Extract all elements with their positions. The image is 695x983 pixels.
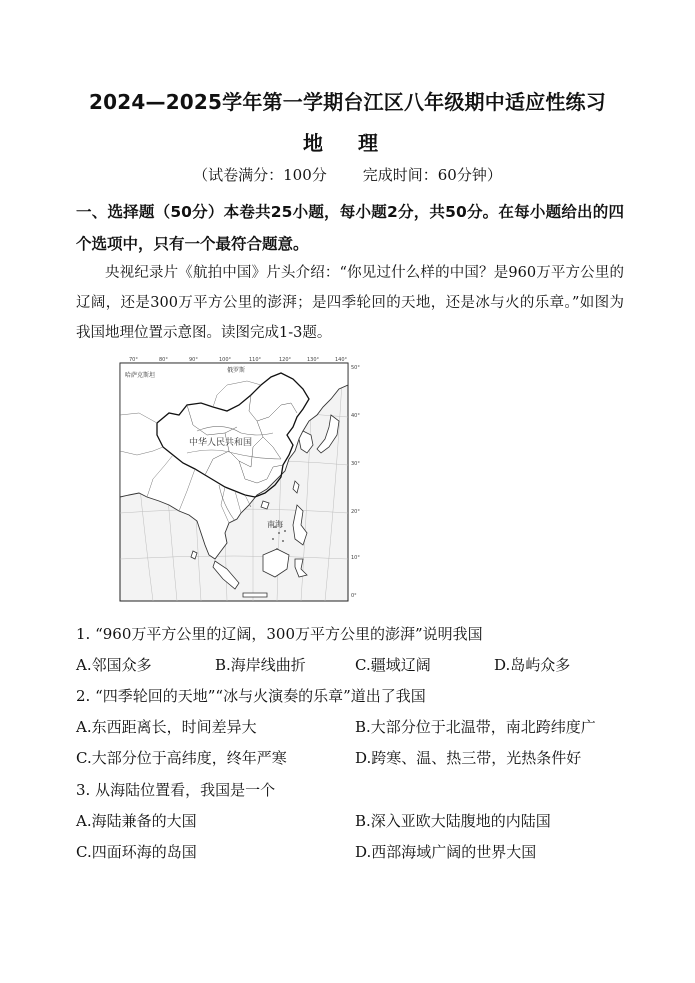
map-lon-tick: 120° <box>279 357 292 363</box>
map-label-south-sea: 南海 <box>267 520 283 529</box>
map-lat-tick: 20° <box>351 509 360 515</box>
q1-option-a: A.邻国众多 <box>76 656 152 674</box>
map-label-russia: 俄罗斯 <box>227 367 246 374</box>
q2-option-c: C.大部分位于高纬度，终年严寒 <box>76 749 287 767</box>
map-lon-tick: 140° <box>335 357 348 363</box>
q2-option-b: B.大部分位于北温带，南北跨纬度广 <box>355 718 596 736</box>
map-label-kazakhstan: 哈萨克斯坦 <box>125 372 156 379</box>
map-lat-tick: 10° <box>351 555 360 561</box>
map-lat-tick: 40° <box>351 413 360 419</box>
q3-option-c: C.四面环海的岛国 <box>76 843 197 861</box>
hainan-island <box>261 501 269 509</box>
section-heading: 一、选择题（50分）本卷共25小题，每小题2分，共50分。在每小题给出的四个选项中，只有一个最符合题意。 <box>76 203 624 253</box>
map-lat-tick: 30° <box>351 461 360 467</box>
map-lon-tick: 90° <box>189 357 198 363</box>
q1-option-d: D.岛屿众多 <box>494 656 571 674</box>
exam-title: 2024—2025学年第一学期台江区八年级期中适应性练习 <box>89 90 606 114</box>
time-limit: 完成时间：60分钟） <box>362 166 502 184</box>
q2-option-a: A.东西距离长，时间差异大 <box>76 718 257 736</box>
map-lon-tick: 110° <box>249 357 262 363</box>
q3-option-a: A.海陆兼备的大国 <box>76 812 197 830</box>
map-lon-tick: 80° <box>159 357 168 363</box>
map-lat-tick: 50° <box>351 365 360 371</box>
q1-option-b: B.海岸线曲折 <box>215 656 306 674</box>
map-lon-tick: 100° <box>219 357 232 363</box>
q3-option-d: D.西部海域广阔的世界大国 <box>355 843 537 861</box>
exam-meta <box>0 164 695 185</box>
map-label-china: 中华人民共和国 <box>189 438 253 448</box>
question-1-stem: 1. “960万平方公里的辽阔，300万平方公里的澎湃”说明我国 <box>76 625 483 643</box>
question-2-stem: 2. “四季轮回的天地”“冰与火演奏的乐章”道出了我国 <box>76 687 426 705</box>
subject-title: 地 理 <box>303 131 392 155</box>
map-lon-tick: 130° <box>307 357 320 363</box>
q2-option-d: D.跨寒、温、热三带，光热条件好 <box>355 749 582 767</box>
q3-option-b: B.深入亚欧大陆腹地的内陆国 <box>355 812 551 830</box>
full-score: （试卷满分：100分 <box>193 166 327 184</box>
question-3-stem: 3. 从海陆位置看，我国是一个 <box>76 781 276 799</box>
map-lon-tick: 70° <box>129 357 138 363</box>
java-island <box>243 593 267 597</box>
q1-option-c: C.疆域辽阔 <box>355 656 431 674</box>
map-lat-tick: 0° <box>351 593 357 599</box>
intro-paragraph: 央视纪录片《航拍中国》片头介绍：“你见过什么样的中国？是960万平方公里的辽阔，还是300万平方公里的澎湃；是四季轮回的天地，还是冰与火的乐章。”如图为我国地理位置示意图。读图完成1-3题。 <box>76 265 624 341</box>
china-location-map <box>117 355 367 605</box>
